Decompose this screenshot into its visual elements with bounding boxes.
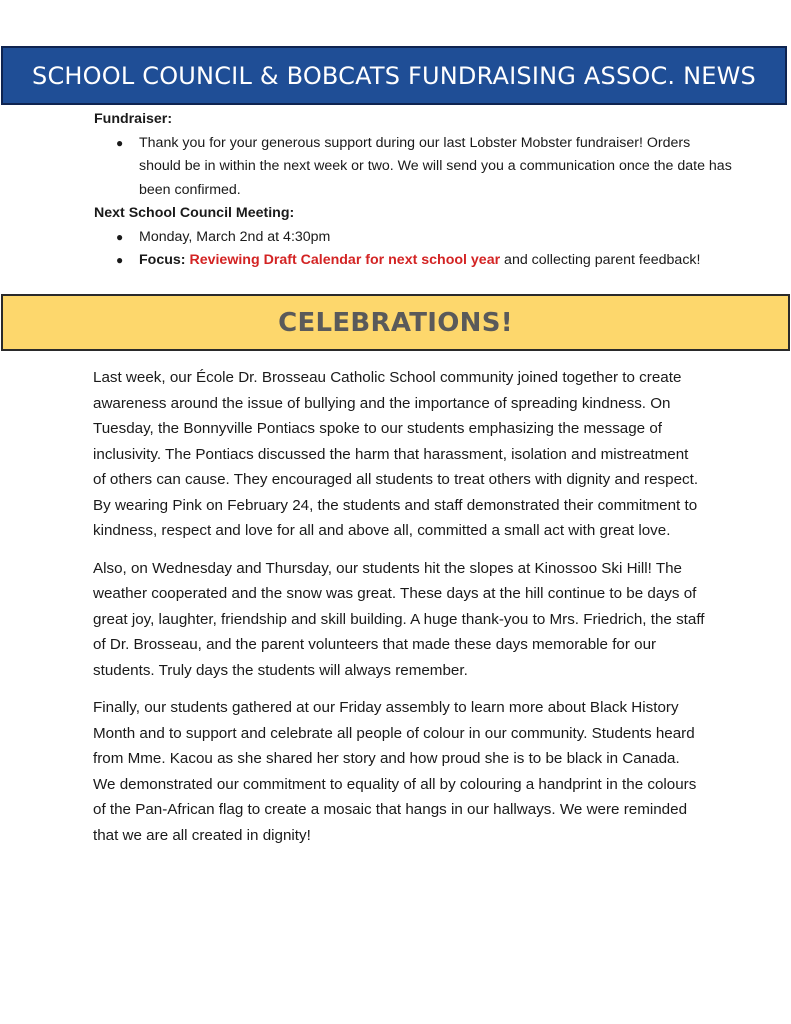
- list-item: [94, 226, 734, 250]
- celebrations-article: [93, 365, 705, 860]
- list-item: [94, 249, 734, 273]
- meeting-date: Monday, March 2nd at 4:30pm: [139, 228, 331, 245]
- focus-label: Focus:: [139, 252, 186, 268]
- newsletter-header-title: SCHOOL COUNCIL & BOBCATS FUNDRAISING ASSOC. NEWS: [32, 61, 756, 90]
- fundraiser-item-text: Thank you for your generous support during our last Lobster Mobster fundraiser! Orders should be in within the next week or two. We will send you a communication once the date has been confirmed.: [139, 134, 732, 198]
- fundraiser-list: [94, 132, 734, 203]
- newsletter-header-banner: [1, 46, 787, 105]
- school-council-section: [94, 108, 734, 273]
- meeting-label: Next School Council Meeting:: [94, 205, 295, 221]
- focus-highlight: Reviewing Draft Calendar for next school year: [189, 252, 501, 268]
- fundraiser-label: Fundraiser:: [94, 111, 173, 127]
- bullet-icon: ●: [116, 135, 124, 150]
- bullet-icon: ●: [116, 253, 124, 267]
- focus-rest: and collecting parent feedback!: [500, 252, 701, 268]
- celebrations-title: CELEBRATIONS!: [278, 307, 513, 338]
- list-item: [94, 132, 734, 203]
- bullet-icon: ●: [116, 229, 124, 244]
- meeting-list: [94, 226, 734, 273]
- celebrations-banner: [1, 294, 790, 351]
- paragraph: Last week, our École Dr. Brosseau Catholic School community joined together to create awareness around the issue of bullying and the importance of spreading kindness. On Tuesday, the Bonnyville Pontiacs spoke to our students emphasizing the message of inclusivity. The Pontiacs discussed the harm that harassment, isolation and mistreatment of others can cause. They encouraged all students to treat others with dignity and respect. By wearing Pink on February 24, the students and staff demonstrated their commitment to kindness, respect and love for all and above all, committed a small act with great love.: [93, 369, 699, 539]
- paragraph: Also, on Wednesday and Thursday, our students hit the slopes at Kinossoo Ski Hill! The weather cooperated and the snow was great. These days at the hill continue to be days of great joy, laughter, friendship and skill building. A huge thank-you to Mrs. Friedrich, the staff of Dr. Brosseau, and the parent volunteers that made these days memorable for our students. Truly days the students will always remember.: [93, 559, 705, 679]
- paragraph: Finally, our students gathered at our Friday assembly to learn more about Black History Month and to support and celebrate all people of colour in our community. Students heard from Mme. Kacou as she shared her story and how proud she is to be black in Canada. We demonstrated our commitment to equality of all by colouring a handprint in the colours of the Pan-African flag to create a mosaic that hangs in our hallways. We were reminded that we are all created in dignity!: [93, 699, 697, 844]
